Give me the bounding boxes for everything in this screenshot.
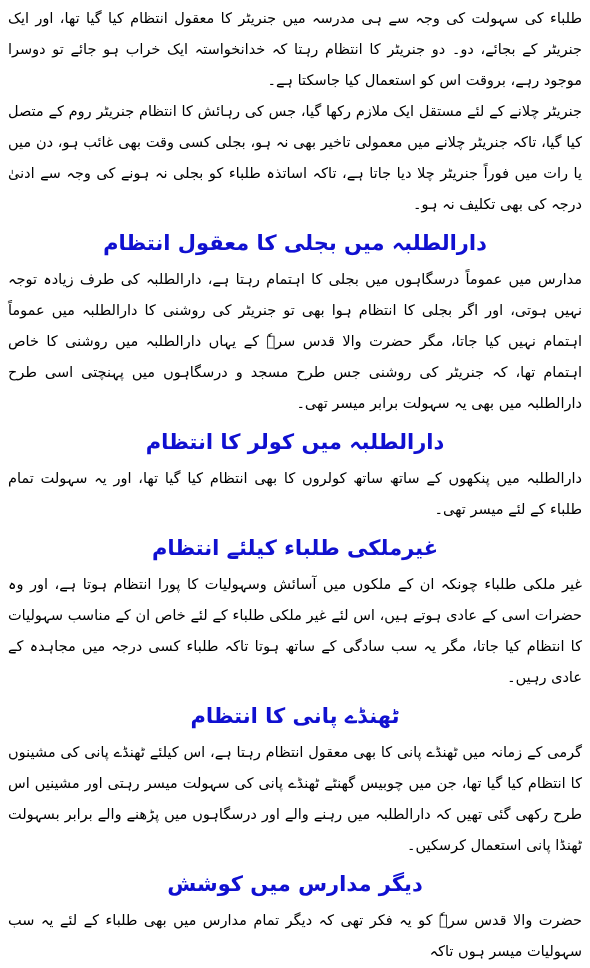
heading-electricity: دارالطلبہ میں بجلی کا معقول انتظام [103,231,487,255]
paragraph-foreign-students: غیر ملکی طلباء چونکہ ان کے ملکوں میں آسائش وسہولیات کا پورا انتظام ہوتا ہے، اور وہ حضرات اسی کے عادی ہوتے ہیں، اس لئے غیر ملکی طلباء کے لئے خاص ان کے مناسب سہولیات کا انتظام کیا جاتا، مگر یہ سب سادگی کے ساتھ ہوتا تاکہ طلباء کسی درجہ میں مجاہدہ کے عادی رہیں۔ [8,577,582,686]
intro-paragraph-generator-staff: جنریٹر چلانے کے لئے مستقل ایک ملازم رکھا گیا، جس کی رہائش کا انتظام جنریٹر روم کے متصل کیا گیا، تاکہ جنریٹر چلانے میں معمولی تاخیر بھی نہ ہو، بجلی کسی وقت بھی غائب ہو، دن میں یا رات میں فوراً جنریٹر چلا دیا جاتا ہے، تاکہ اساتذہ طلباء کو بجلی نہ ہونے کی وجہ سے ادنیٰ درجہ کی بھی تکلیف نہ ہو۔ [8,104,582,213]
heading-cooler: دارالطلبہ میں کولر کا انتظام [145,430,445,454]
heading-cold-water: ٹھنڈے پانی کا انتظام [190,704,400,728]
paragraph-electricity: مدارس میں عموماً درسگاہوں میں بجلی کا اہتمام رہتا ہے، دارالطلبہ کی طرف زیادہ توجہ نہیں ہوتی، اور اگر بجلی کا انتظام ہوا بھی تو جنریٹر کی روشنی کا دارالطلبہ میں عموماً اہتمام نہیں کیا جاتا، مگر حضرت والا قدس سرہٗ کے یہاں دارالطلبہ میں روشنی کا خاص اہتمام تھا، کہ جنریٹر کی روشنی جس طرح مسجد و درسگاہوں میں پہنچتی اسی طرح دارالطلبہ میں بھی یہ سہولت برابر میسر تھی۔ [8,272,582,412]
paragraph-cooler: دارالطلبہ میں پنکھوں کے ساتھ ساتھ کولروں کا بھی انتظام کیا گیا تھا، اور یہ سہولت تمام طلباء کے لئے میسر تھی۔ [8,471,582,518]
paragraph-cold-water: گرمی کے زمانہ میں ٹھنڈے پانی کا بھی معقول انتظام رہتا ہے، اس کیلئے ٹھنڈے پانی کی مشینوں کا انتظام کیا گیا تھا، جن میں چوبیس گھنٹے ٹھنڈے پانی کی سہولت میسر رہتی اور مشینیں اس طرح رکھی گئی تھیں کہ دارالطلبہ میں رہنے والے اور درسگاہوں میں پڑھنے والے برابر بسہولت ٹھنڈا پانی استعمال کرسکیں۔ [8,745,582,854]
heading-other-madaris: دیگر مدارس میں کوشش [167,872,423,896]
heading-foreign-students: غیرملکی طلباء کیلئے انتظام [151,536,439,560]
paragraph-other-madaris: حضرت والا قدس سرہٗ کو یہ فکر تھی کہ دیگر تمام مدارس میں بھی طلباء کے لئے یہ سب سہولیات میسر ہوں تاکہ [8,913,582,960]
intro-paragraph-generator: طلباء کی سہولت کی وجہ سے ہی مدرسہ میں جنریٹر کا معقول انتظام کیا گیا تھا، اور ایک جنریٹر کے بجائے، دو۔ دو جنریٹر کا انتظام رہتا کہ خدانخواستہ ایک خراب ہو جائے تو دوسرا موجود رہے، بروقت اس کو استعمال کیا جاسکتا ہے۔ [8,11,582,89]
